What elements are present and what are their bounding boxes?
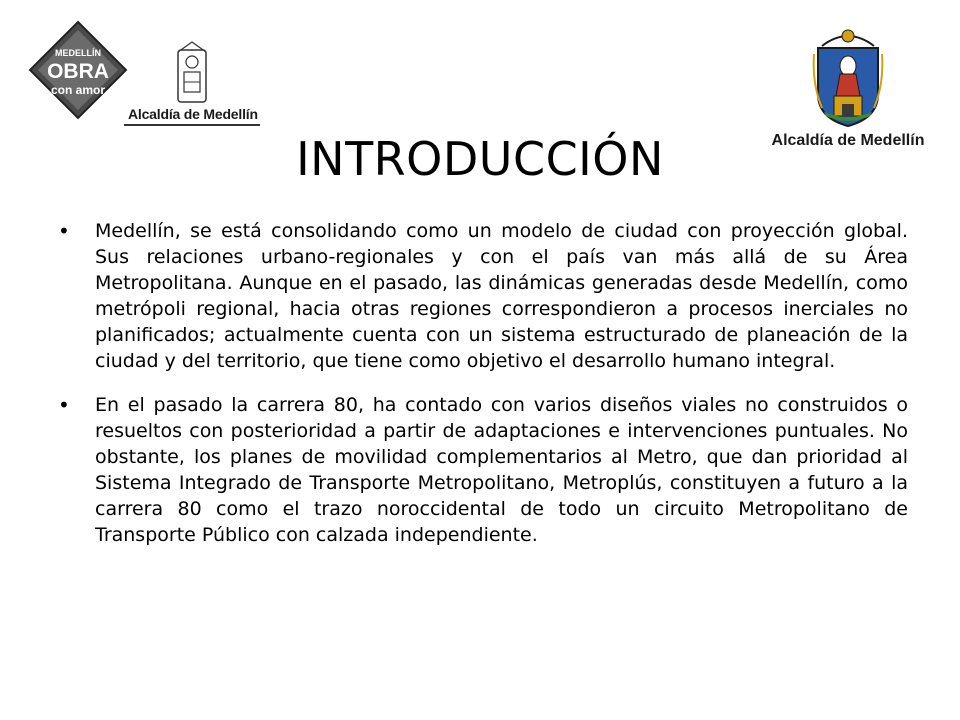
left-logo-rule [124, 124, 260, 126]
right-logo-caption: Alcaldía de Medellín [771, 132, 925, 149]
bullet-marker: • [58, 219, 70, 243]
badge-line2: OBRA [47, 60, 109, 83]
bullet-item [58, 218, 908, 374]
slide-title: INTRODUCCIÓN [296, 132, 664, 186]
bullet-text: En el pasado la carrera 80, ha contado con varios diseños viales no construidos o resueltos con posterioridad a partir de adaptaciones e intervenciones puntuales. No obstante, los planes de movilidad complementarios al Metro, que dan prioridad al Sistema Integrado de Transporte Metropolitano, Metroplús, constituyen a futuro a la carrera 80 como el trazo noroccidental de todo un circuito Metropolitano de Transporte Público con calzada independiente. [95, 394, 908, 546]
small-coat-of-arms-icon [178, 42, 206, 102]
badge-line3: con amor [50, 83, 106, 97]
medellin-obra-con-amor-logo [28, 18, 264, 130]
bullet-text: Medellín, se está consolidando como un modelo de ciudad con proyección global. Sus relaciones urbano-regionales y con el país van más allá de su Área Metropolitana. Aunque en el pasado, las dinámicas generadas desde Medellín, como metrópoli regional, hacia otras regiones correspondieron a procesos inerciales no planificados; actualmente cuenta con un sistema estructurado de planeación de la ciudad y del territorio, que tiene como objetivo el desarrollo humano integral. [95, 220, 908, 372]
badge-line1: MEDELLÍN [55, 48, 101, 58]
medellin-coat-of-arms-icon [812, 24, 884, 128]
slide-content [58, 218, 908, 566]
bullet-item [58, 392, 908, 548]
left-logo-caption: Alcaldía de Medellín [128, 106, 258, 122]
bullet-marker: • [58, 393, 70, 417]
